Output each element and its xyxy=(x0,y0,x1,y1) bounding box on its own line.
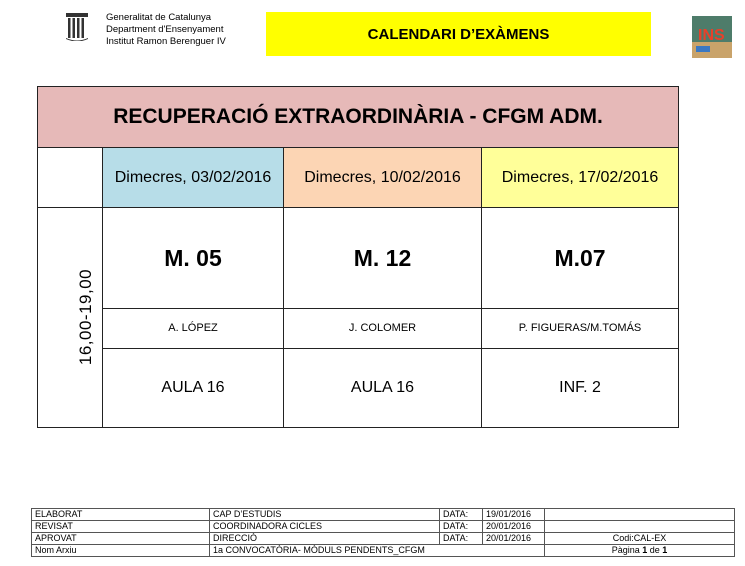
footer-date-label: DATA: xyxy=(440,509,483,521)
room-cell-2: AULA 16 xyxy=(284,348,482,427)
document-title: CALENDARI D’EXÀMENS xyxy=(266,12,651,56)
page-number xyxy=(545,545,735,557)
footer-date-label: DATA: xyxy=(440,521,483,533)
page-total: 1 xyxy=(662,545,668,555)
teacher-cell-2: J. COLOMER xyxy=(284,309,482,348)
footer-extra xyxy=(545,509,735,521)
footer-date: 20/01/2016 xyxy=(483,521,545,533)
org-line-1: Generalitat de Catalunya xyxy=(106,12,212,23)
footer-label: APROVAT xyxy=(32,533,210,545)
room-cell-1: AULA 16 xyxy=(103,348,284,427)
org-line-3: Institut Ramon Berenguer IV xyxy=(106,36,226,47)
module-cell-2: M. 12 xyxy=(284,207,482,309)
date-cell-1: Dimecres, 03/02/2016 xyxy=(103,148,284,207)
ins-logo-icon xyxy=(692,16,732,58)
generalitat-logo-icon xyxy=(66,13,88,41)
footer-value: CAP D’ESTUDIS xyxy=(210,509,440,521)
file-name-value: 1a CONVOCATÒRIA- MÒDULS PENDENTS_CFGM xyxy=(210,545,545,557)
module-cell-3: M.07 xyxy=(482,207,679,309)
date-cell-2: Dimecres, 10/02/2016 xyxy=(284,148,482,207)
footer-code: Codi:CAL-EX xyxy=(545,533,735,545)
footer-row xyxy=(32,509,735,521)
footer-row xyxy=(32,533,735,545)
footer-date: 19/01/2016 xyxy=(483,509,545,521)
footer-row xyxy=(32,545,735,557)
exam-schedule-table xyxy=(37,86,679,428)
module-cell-1: M. 05 xyxy=(103,207,284,309)
organization-lines xyxy=(106,12,226,48)
time-slot-cell xyxy=(38,207,103,427)
page-of: de xyxy=(649,545,660,555)
footer-row xyxy=(32,521,735,533)
footer-date-label: DATA: xyxy=(440,533,483,545)
schedule-title: RECUPERACIÓ EXTRAORDINÀRIA - CFGM ADM. xyxy=(38,87,679,148)
footer-value: DIRECCIÓ xyxy=(210,533,440,545)
footer-extra xyxy=(545,521,735,533)
page-prefix: Pàgina xyxy=(611,545,640,555)
footer-date: 20/01/2016 xyxy=(483,533,545,545)
time-slot: 16,00-19,00 xyxy=(76,269,96,366)
footer-label: ELABORAT xyxy=(32,509,210,521)
document-control-table xyxy=(31,508,735,557)
teacher-cell-1: A. LÓPEZ xyxy=(103,309,284,348)
date-cell-3: Dimecres, 17/02/2016 xyxy=(482,148,679,207)
ins-logo-text: INS xyxy=(698,27,725,44)
footer-value: COORDINADORA CICLES xyxy=(210,521,440,533)
room-cell-3: INF. 2 xyxy=(482,348,679,427)
org-line-2: Department d'Ensenyament xyxy=(106,24,224,35)
teacher-cell-3: P. FIGUERAS/M.TOMÁS xyxy=(482,309,679,348)
page-current: 1 xyxy=(642,545,648,555)
file-name-label: Nom Arxiu xyxy=(32,545,210,557)
footer-label: REVISAT xyxy=(32,521,210,533)
empty-corner-cell xyxy=(38,148,103,207)
